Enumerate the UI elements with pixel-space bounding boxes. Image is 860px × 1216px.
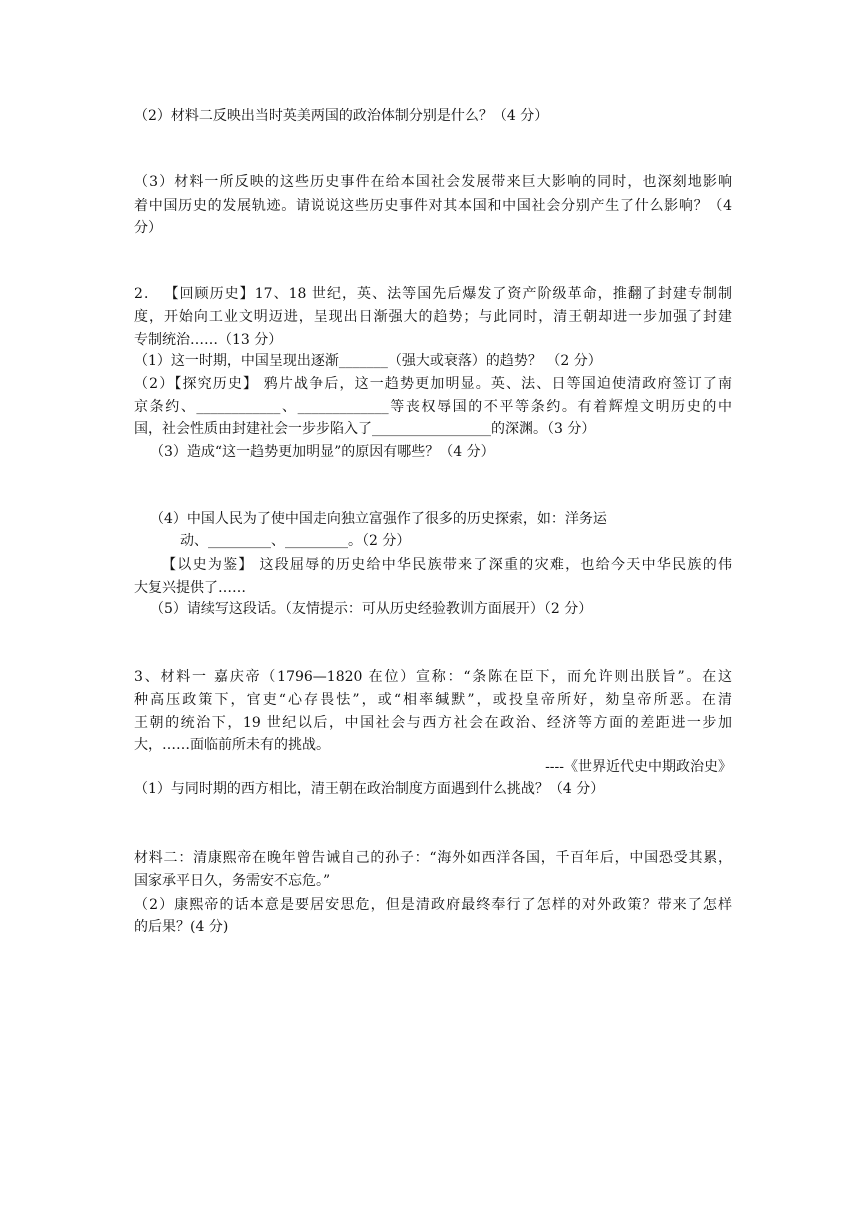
q2-sub3: （3）造成“这一趋势更加明显”的原因有哪些？（4 分） [150, 444, 495, 460]
q3-material2-line2: 国家承平日久，务需安不忘危。” [134, 873, 331, 889]
q3-sub2-line2: 的后果？(4 分) [134, 919, 229, 935]
q1-sub2: （2）材料二反映出当时英美两国的政治体制分别是什么？（4 分） [134, 108, 549, 124]
q2-intro-line3: 专制统治……（13 分） [134, 332, 283, 348]
q2-sub5: （5）请续写这段话。（友情提示：可从历史经验教训方面展开）（2 分） [150, 601, 593, 617]
q3-material1-source: ----《世界近代史中期政治史》 [545, 759, 732, 775]
q2-sub4-line2: 动、_________、_________。（2 分） [180, 533, 411, 549]
q2-intro-line1: 2． 【回顾历史】17、18 世纪，英、法等国先后爆发了资产阶级革命，推翻了封建专制制 [134, 286, 732, 302]
q3-material1-line1: 3、材料一 嘉庆帝（1796—1820 在位）宣称：“条陈在臣下，而允许则出朕旨”。在这 [134, 669, 732, 685]
q2-sub2-line2: 京条约、____________、_____________等丧权辱国的不平等条约。有着辉煌文明历史的中 [134, 399, 732, 415]
q3-material1-line4: 大，……面临前所未有的挑战。 [134, 737, 330, 753]
q2-mirror-line2: 大复兴提供了…… [134, 580, 246, 596]
q3-material1-line2: 种高压政策下，官吏“心存畏怯”，或“相率缄默”，或投皇帝所好，劾皇帝所恶。在清 [134, 692, 732, 708]
q2-sub4-line1: （4）中国人民为了使中国走向独立富强作了很多的历史探索，如：洋务运 [150, 511, 607, 527]
q1-sub3-line3: 分） [134, 220, 162, 236]
q2-intro-line2: 度，开始向工业文明迈进，呈现出日渐强大的趋势；与此同时，清王朝却进一步加强了封建 [134, 309, 732, 325]
q3-sub2-line1: （2）康熙帝的话本意是要居安思危，但是清政府最终奉行了怎样的对外政策？带来了怎样 [134, 897, 732, 913]
q3-sub1: （1）与同时期的西方相比，清王朝在政治制度方面遇到什么挑战？（4 分） [134, 781, 605, 797]
q3-material1-line3: 王朝的统治下，19 世纪以后，中国社会与西方社会在政治、经济等方面的差距进一步加 [134, 715, 732, 731]
q2-sub2-line1: （2）【探究历史】 鸦片战争后，这一趋势更加明显。英、法、日等国迫使清政府签订了南 [134, 376, 732, 392]
q1-sub3-line1: （3）材料一所反映的这些历史事件在给本国社会发展带来巨大影响的同时，也深刻地影响 [134, 174, 732, 190]
q3-material2-line1: 材料二：清康熙帝在晚年曾告诫自己的孙子：“海外如西洋各国，千百年后，中国恐受其累， [134, 850, 732, 866]
q2-sub2-line3: 国，社会性质由封建社会一步步陷入了_________________的深渊。（3 分） [134, 421, 596, 437]
q2-sub1: （1）这一时期，中国呈现出逐渐_______（强大或衰落）的趋势？ （2 分） [134, 353, 602, 369]
q1-sub3-line2: 着中国历史的发展轨迹。请说说这些历史事件对其本国和中国社会分别产生了什么影响？（4 [134, 198, 732, 214]
q2-mirror-line1: 【以史为鉴】 这段屈辱的历史给中华民族带来了深重的灾难，也给今天中华民族的伟 [162, 557, 732, 573]
